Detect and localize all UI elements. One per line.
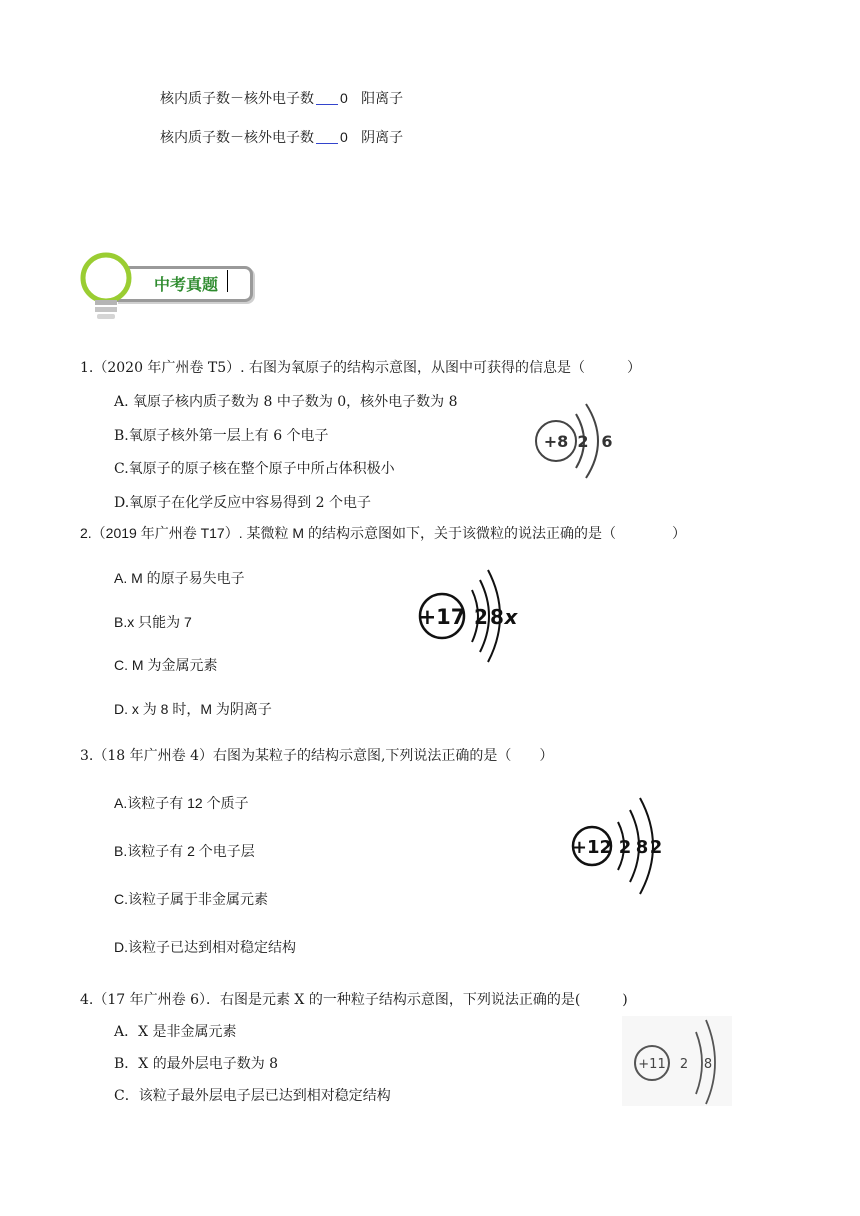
q3-option-c[interactable]: C.该粒子属于非金属元素 <box>114 891 268 907</box>
shell-1-count: 2 <box>474 605 488 629</box>
question-1-stem: 1.（2020 年广州卷 T5）. 右图为氧原子的结构示意图，从图中可获得的信息是（ ） <box>80 360 642 376</box>
q3-option-b[interactable]: B.该粒子有 2 个电子层 <box>114 843 255 859</box>
nucleus-label: +11 <box>638 1057 666 1072</box>
q2-option-a[interactable]: A. M 的原子易失电子 <box>114 570 245 586</box>
lightbulb-icon <box>78 250 134 326</box>
rule-suffix: 阴离子 <box>361 130 404 146</box>
answer-blank[interactable] <box>316 129 338 144</box>
question-2-stem: 2.（2019 年广州卷 T17）. 某微粒 M 的结构示意图如下，关于该微粒的说法正确的是（ ） <box>80 525 686 541</box>
q1-option-b[interactable]: B.氧原子核外第一层上有 6 个电子 <box>114 428 329 444</box>
shell-2-count: 8 <box>490 605 504 629</box>
ion-rule-cation <box>160 88 403 108</box>
magnesium-particle-diagram <box>570 796 670 896</box>
q2-option-d[interactable]: D. x 为 8 时，M 为阴离子 <box>114 701 272 717</box>
rule-value: 0 <box>340 129 348 145</box>
nucleus-label: +12 <box>571 837 613 858</box>
shell-3-count: x <box>504 605 518 629</box>
shell-2-count: 8 <box>703 1057 713 1072</box>
shell-1-count: 2 <box>577 432 589 451</box>
rule-value: 0 <box>340 90 348 106</box>
oxygen-atom-diagram <box>530 398 620 486</box>
q2-option-c[interactable]: C. M 为金属元素 <box>114 657 218 673</box>
ion-rule-anion <box>160 127 403 147</box>
question-3-stem: 3.（18 年广州卷 4）右图为某粒子的结构示意图,下列说法正确的是（ ） <box>80 748 554 764</box>
q1-option-c[interactable]: C.氧原子的原子核在整个原子中所占体积极小 <box>114 461 395 477</box>
nucleus-label: +8 <box>543 432 569 451</box>
shell-1-count: 2 <box>618 837 632 858</box>
shell-2-count: 8 <box>635 837 649 858</box>
q1-option-d[interactable]: D.氧原子在化学反应中容易得到 2 个电子 <box>114 495 371 511</box>
sodium-ion-diagram <box>622 1016 732 1106</box>
rule-prefix: 核内质子数－核外电子数 <box>160 91 314 107</box>
shell-2-count: 6 <box>601 432 613 451</box>
rule-prefix: 核内质子数－核外电子数 <box>160 130 314 146</box>
shell-3-count: 2 <box>649 837 663 858</box>
q4-option-b[interactable]: B．X 的最外层电子数为 8 <box>114 1056 279 1072</box>
q4-option-a[interactable]: A．X 是非金属元素 <box>114 1024 237 1040</box>
nucleus-label: +17 <box>418 605 466 629</box>
particle-m-diagram <box>414 566 524 666</box>
q3-option-d[interactable]: D.该粒子已达到相对稳定结构 <box>114 939 296 955</box>
rule-suffix: 阳离子 <box>361 91 404 107</box>
question-4-stem: 4.（17 年广州卷 6）．右图是元素 X 的一种粒子结构示意图，下列说法正确的是( ) <box>80 992 628 1008</box>
q2-option-b[interactable]: B.x 只能为 7 <box>114 614 192 630</box>
q1-option-a[interactable]: A. 氧原子核内质子数为 8 中子数为 0，核外电子数为 8 <box>114 394 458 410</box>
answer-blank[interactable] <box>316 90 338 105</box>
q4-option-c[interactable]: C．该粒子最外层电子层已达到相对稳定结构 <box>114 1088 391 1104</box>
shell-1-count: 2 <box>679 1057 689 1072</box>
section-title: 中考真题 <box>154 275 219 294</box>
text-cursor <box>227 270 228 292</box>
q3-option-a[interactable]: A.该粒子有 12 个质子 <box>114 795 249 811</box>
